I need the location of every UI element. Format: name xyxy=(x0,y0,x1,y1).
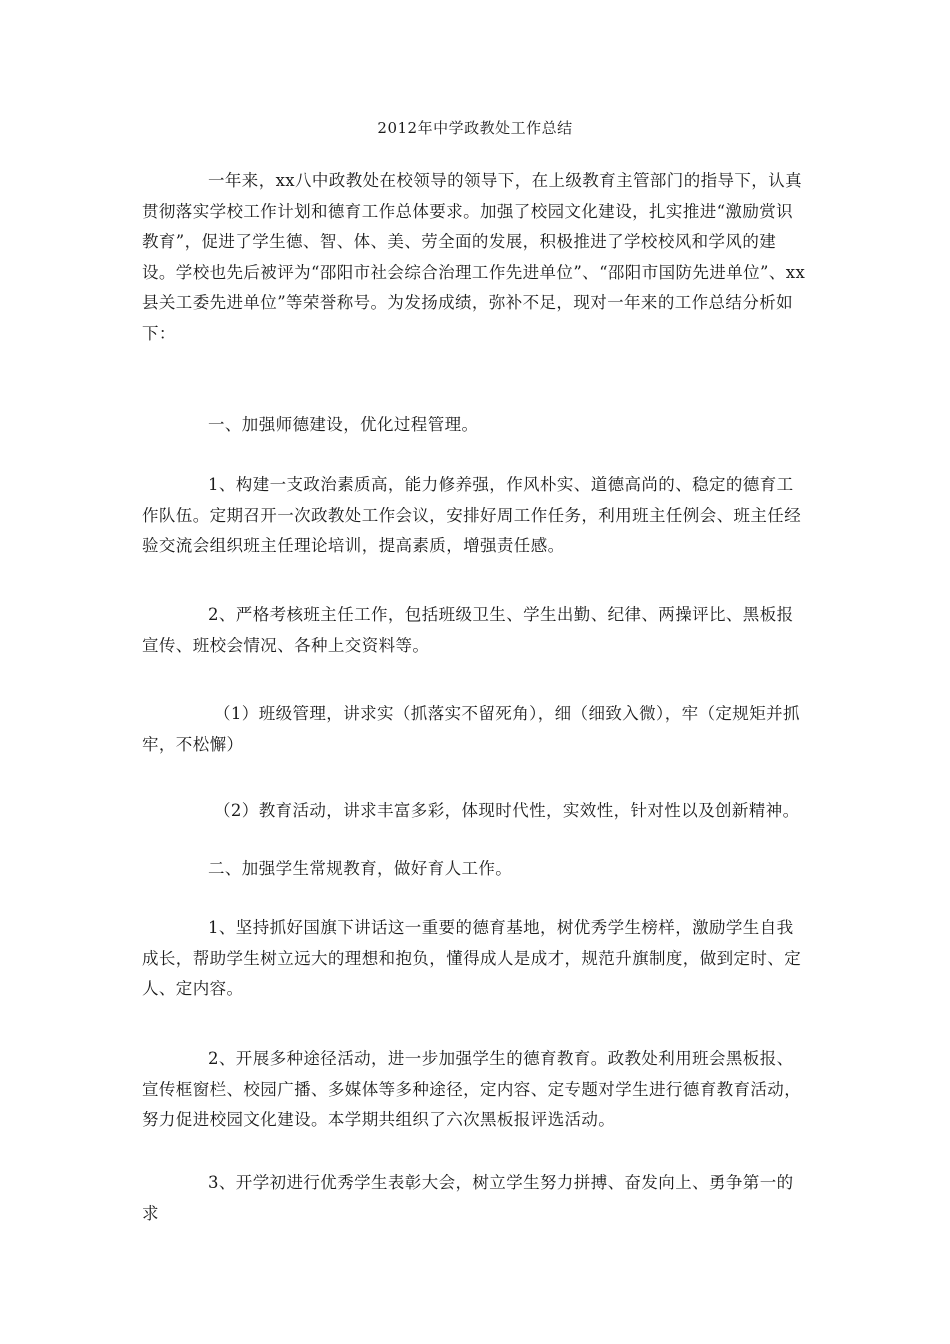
document-title: 2012年中学政教处工作总结 xyxy=(377,119,573,137)
section-heading-1: 一、加强师德建设，优化过程管理。 xyxy=(208,415,479,434)
paragraph-2-2: 2、开展多种途径活动，进一步加强学生的德育教育。政教处利用班会黑板报、宣传框窗栏、校园广播、多媒体等多种途径，定内容、定专题对学生进行德育教育活动，努力促进校园文化建设。本学期共组织了六次黑板报评选活动。 xyxy=(142,1049,802,1129)
paragraph-2-3: 3、开学初进行优秀学生表彰大会，树立学生努力拼搏、奋发向上、勇争第一的求 xyxy=(142,1173,794,1223)
paragraph-1-2: 2、严格考核班主任工作，包括班级卫生、学生出勤、纪律、两操评比、黑板报宣传、班校会情况、各种上交资料等。 xyxy=(142,605,794,655)
paragraph-2-1: 1、坚持抓好国旗下讲话这一重要的德育基地，树优秀学生榜样，激励学生自我成长，帮助学生树立远大的理想和抱负，懂得成人是成才，规范升旗制度，做到定时、定人、定内容。 xyxy=(142,918,802,998)
intro-paragraph: 一年来，xx八中政教处在校领导的领导下，在上级教育主管部门的指导下，认真贯彻落实学校工作计划和德育工作总体要求。加强了校园文化建设，扎实推进“激励赏识教育”，促进了学生德、智、体、美、劳全面的发展，积极推进了学校校风和学风的建设。学校也先后被评为“邵阳市社会综合治理工作先进单位”、“邵阳市国防先进单位”、xx县关工委先进单位”等荣誉称号。为发扬成绩，弥补不足，现对一年来的工作总结分析如下： xyxy=(142,171,806,343)
paragraph-1-2-2: （2）教育活动，讲求丰富多彩，体现时代性，实效性，针对性以及创新精神。 xyxy=(214,801,800,820)
paragraph-1-2-1: （1）班级管理，讲求实（抓落实不留死角），细（细致入微），牢（定规矩并抓牢，不松懈） xyxy=(142,704,800,754)
paragraph-1-1: 1、构建一支政治素质高，能力修养强，作风朴实、道德高尚的、稳定的德育工作队伍。定期召开一次政教处工作会议，安排好周工作任务，利用班主任例会、班主任经验交流会组织班主任理论培训，提高素质，增强责任感。 xyxy=(142,475,802,555)
section-heading-2: 二、加强学生常规教育，做好育人工作。 xyxy=(208,859,513,878)
